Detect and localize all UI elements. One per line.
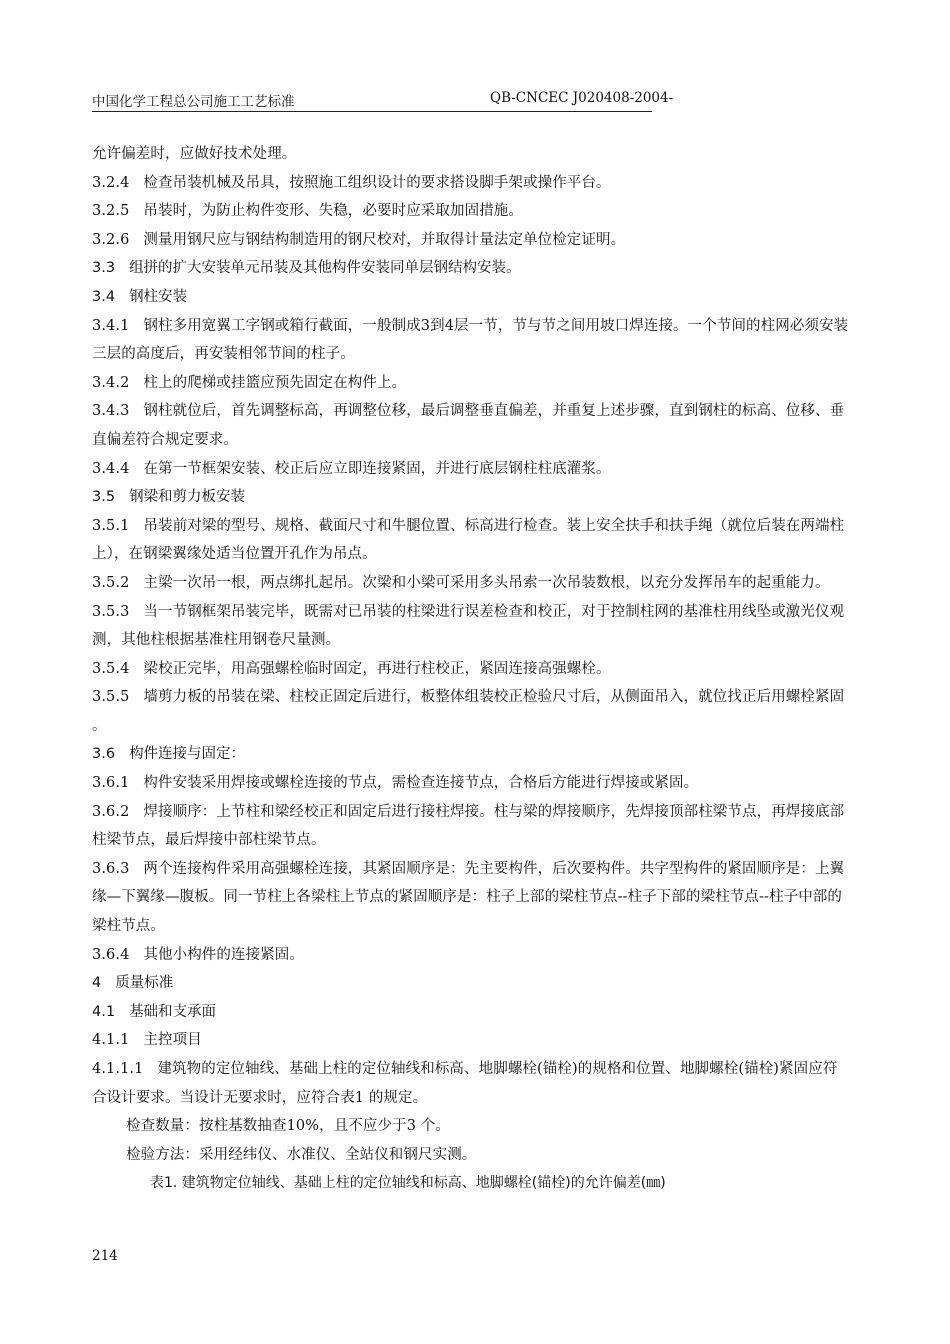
clause-3-5-2: 3.5.2 主梁一次吊一根，两点绑扎起吊。次梁和小梁可采用多头吊索一次吊装数根，以充分发挥吊车的起重能力。	[92, 574, 830, 591]
clause-3-6-1: 3.6.1 构件安装采用焊接或螺栓连接的节点，需检查连接节点，合格后方能进行焊接或紧固。	[92, 775, 699, 792]
clause-3-6-4: 3.6.4 其他小构件的连接紧固。	[92, 946, 305, 963]
clause-4-1-1: 4.1.1 主控项目	[92, 1032, 202, 1049]
header-title: 中国化学工程总公司施工工艺标准	[92, 94, 295, 110]
section-3-3: 3.3 组拼的扩大安装单元吊装及其他构件安装同单层钢结构安装。	[92, 260, 521, 277]
inspection-method: 检验方法：采用经纬仪、水准仪、全站仪和钢尺实测。	[126, 1146, 477, 1163]
table-caption: 表1. 建筑物定位轴线、基础上柱的定位轴线和标高、地脚螺栓(锚栓)的允许偏差(㎜)	[150, 1175, 666, 1192]
clause-4-1-1-1: 4.1.1.1 建筑物的定位轴线、基础上柱的定位轴线和标高、地脚螺栓(锚栓)的规格和位置、地脚螺栓(锚栓)紧固应符合设计要求。当设计无要求时，应符合表1 的规定。	[92, 1061, 838, 1106]
section-3-6: 3.6 构件连接与固定：	[92, 746, 246, 763]
page-header	[92, 90, 674, 112]
clause-3-2-5: 3.2.5 吊装时，为防止构件变形、失稳，必要时应采取加固措施。	[92, 203, 524, 220]
clause-3-2-6: 3.2.6 测量用钢尺应与钢结构制造用的钢尺校对，并取得计量法定单位检定证明。	[92, 231, 626, 248]
clause-3-5-3: 3.5.3 当一节钢框架吊装完毕，既需对已吊装的柱梁进行误差检查和校正，对于控制柱网的基准柱用线坠或激光仪观测，其他柱根据基准柱用钢卷尺量测。	[92, 603, 845, 649]
inspection-quantity: 检查数量：按柱基数抽查10%，且不应少于3 个。	[126, 1118, 450, 1135]
clause-3-2-4: 3.2.4 检查吊装机械及吊具，按照施工组织设计的要求搭设脚手架或操作平台。	[92, 174, 611, 191]
clause-3-4-3: 3.4.3 钢柱就位后，首先调整标高，再调整位移，最后调整垂直偏差，并重复上述步骤，直到钢柱的标高、位移、垂直偏差符合规定要求。	[92, 403, 845, 448]
clause-3-5-1: 3.5.1 吊装前对梁的型号、规格、截面尺寸和牛腿位置、标高进行检查。装上安全扶手和扶手绳（就位后装在两端柱上），在钢梁翼缘处适当位置开孔作为吊点。	[92, 517, 845, 563]
page-number: 214	[92, 1248, 118, 1264]
section-3-4: 3.4 钢柱安装	[92, 288, 188, 305]
clause-3-4-2: 3.4.2 柱上的爬梯或挂篮应预先固定在构件上。	[92, 374, 407, 391]
clause-3-6-3: 3.6.3 两个连接构件采用高强螺栓连接，其紧固顺序是：先主要构件，后次要构件。共字型构件的紧固顺序是：上翼缘—下翼缘—腹板。同一节柱上各梁柱上节点的紧固顺序是：柱子上部的梁柱节点--柱子下部的梁柱节点--柱子中部的梁柱节点。	[92, 860, 845, 935]
paragraph-continuation: 允许偏差时，应做好技术处理。	[92, 146, 297, 162]
clause-3-4-4: 3.4.4 在第一节框架安装、校正后应立即连接紧固，并进行底层钢柱柱底灌浆。	[92, 460, 611, 477]
document-body	[92, 140, 852, 1198]
section-3-5: 3.5 钢梁和剪力板安装	[92, 489, 246, 506]
clause-3-5-5: 3.5.5 墙剪力板的吊装在梁、柱校正固定后进行，板整体组装校正检验尺寸后，从侧面吊入，就位找正后用螺栓紧固 。	[92, 689, 845, 734]
section-4: 4 质量标准	[92, 975, 174, 992]
header-standard-code: QB-CNCEC J020408-2004-	[490, 90, 674, 106]
clause-3-4-1: 3.4.1 钢柱多用宽翼工字钢或箱行截面，一般制成3到4层一节，节与节之间用坡口焊连接。一个节间的柱网必须安装三层的高度后，再安装相邻节间的柱子。	[92, 317, 849, 363]
clause-3-5-4: 3.5.4 梁校正完毕，用高强螺栓临时固定，再进行柱校正，紧固连接高强螺栓。	[92, 660, 611, 677]
section-4-1: 4.1 基础和支承面	[92, 1003, 217, 1020]
clause-3-6-2: 3.6.2 焊接顺序：上节柱和梁经校正和固定后进行接柱焊接。柱与梁的焊接顺序，先焊接顶部柱梁节点，再焊接底部柱梁节点，最后焊接中部柱梁节点。	[92, 803, 845, 849]
